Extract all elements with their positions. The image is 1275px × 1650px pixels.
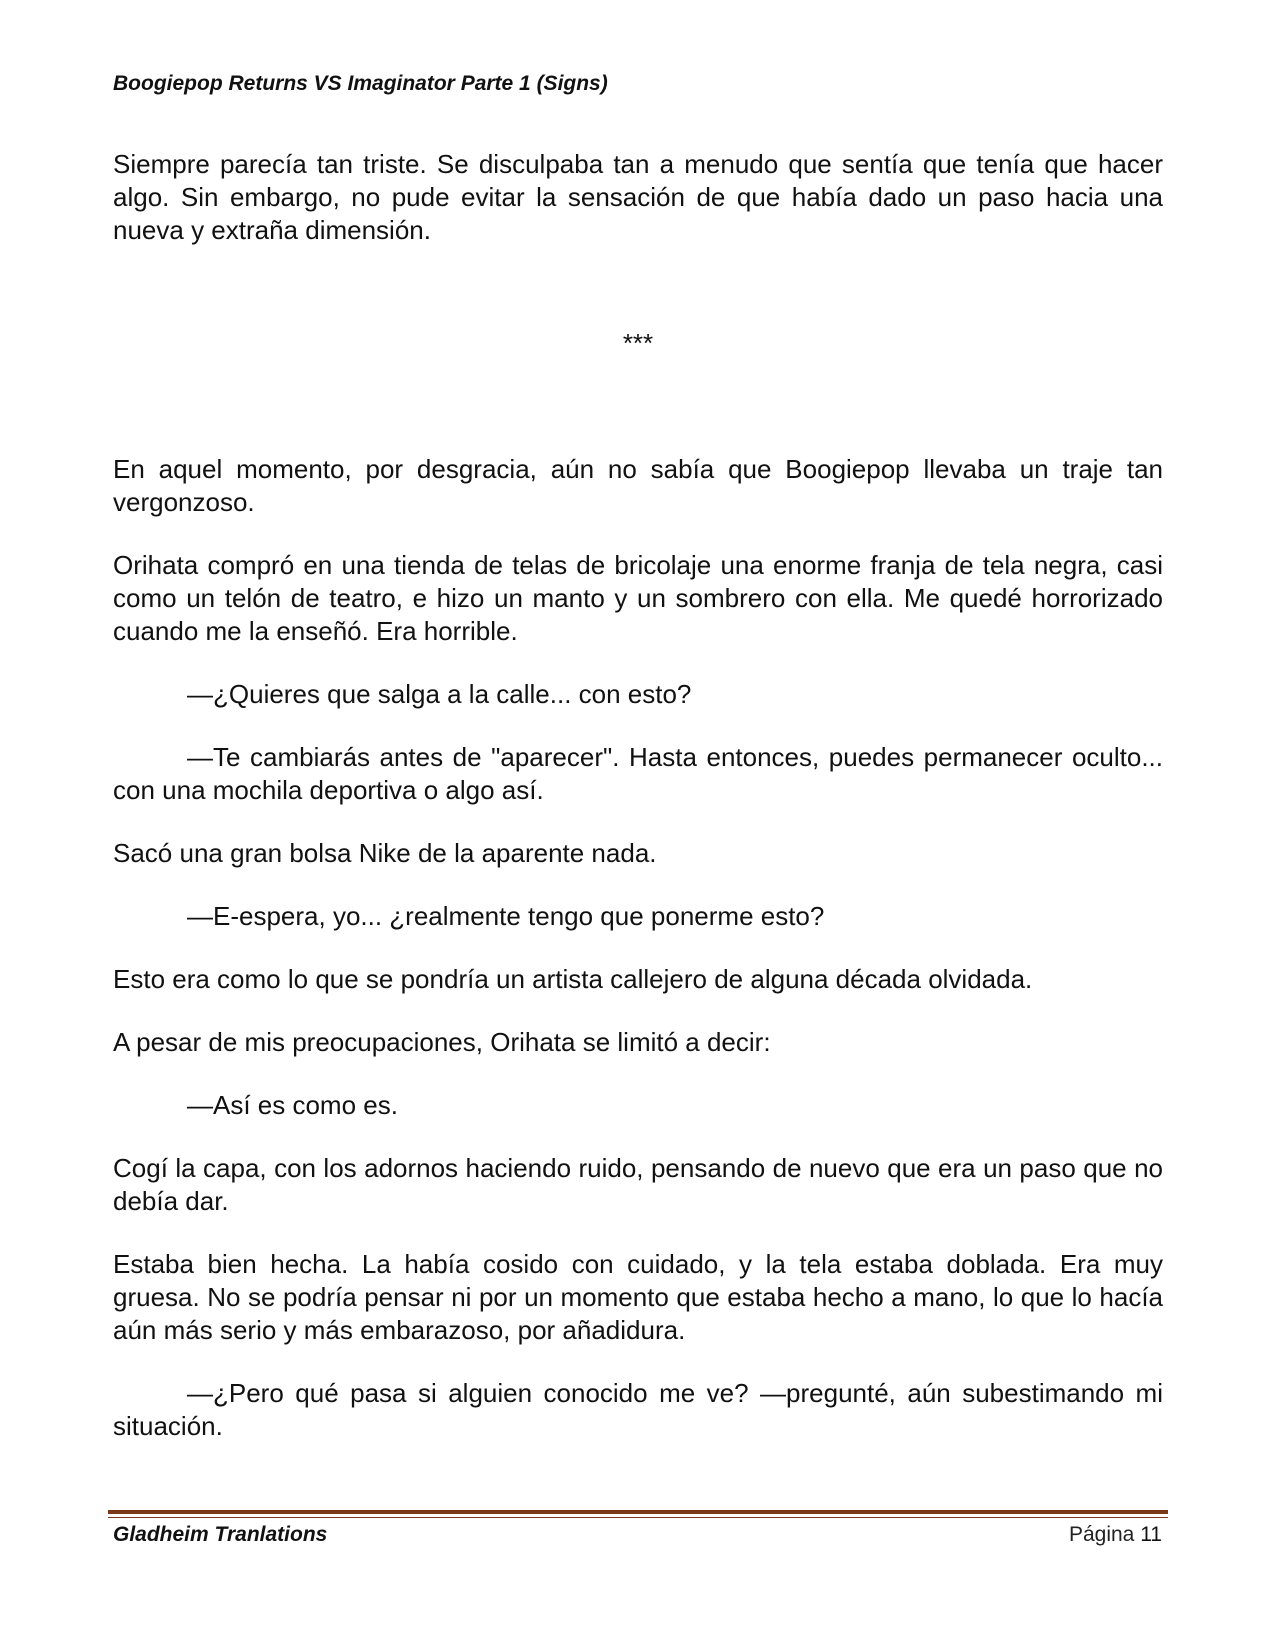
page-body: [113, 148, 1163, 1443]
paragraph-2: En aquel momento, por desgracia, aún no sabía que Boogiepop llevaba un traje tan vergonzoso.: [113, 454, 1163, 517]
dialogue-2: —Te cambiarás antes de "aparecer". Hasta entonces, puedes permanecer oculto... con una mochila deportiva o algo así.: [113, 742, 1163, 805]
dialogue-4: —Así es como es.: [187, 1090, 398, 1120]
footer-credit: Gladheim Tranlations: [113, 1523, 328, 1546]
page-number: 11: [1140, 1523, 1162, 1546]
footer-rule-thin: [108, 1517, 1168, 1518]
dialogue-3: —E-espera, yo... ¿realmente tengo que ponerme esto?: [187, 901, 825, 931]
dialogue-5: —¿Pero qué pasa si alguien conocido me ve? —pregunté, aún subestimando mi situación.: [113, 1378, 1163, 1441]
paragraph-4: Sacó una gran bolsa Nike de la aparente nada.: [113, 838, 657, 868]
dialogue-1: —¿Quieres que salga a la calle... con esto?: [187, 679, 692, 709]
section-separator: ***: [622, 328, 654, 358]
paragraph-5: Esto era como lo que se pondría un artista callejero de alguna década olvidada.: [113, 964, 1033, 994]
page-label: Página: [1068, 1523, 1135, 1546]
paragraph-6: A pesar de mis preocupaciones, Orihata se limitó a decir:: [113, 1027, 771, 1057]
paragraph-3: Orihata compró en una tienda de telas de bricolaje una enorme franja de tela negra, casi como un telón de teatro, e hizo un manto y un sombrero con ella. Me quedé horrorizado cuando me la enseñó. Era horrible.: [113, 550, 1163, 646]
footer-rule-thick: [108, 1510, 1168, 1514]
page-number-block: [1069, 1523, 1162, 1547]
paragraph-8: Estaba bien hecha. La había cosido con cuidado, y la tela estaba doblada. Era muy gruesa. No se podría pensar ni por un momento que estaba hecho a mano, lo que lo hacía aún más serio y más embarazoso, por añadidura.: [113, 1249, 1163, 1345]
paragraph-1: Siempre parecía tan triste. Se disculpaba tan a menudo que sentía que tenía que hacer algo. Sin embargo, no pude evitar la sensación de que había dado un paso hacia una nueva y extraña dimensión.: [113, 149, 1163, 245]
page-header-title: Boogiepop Returns VS Imaginator Parte 1 (Signs): [113, 72, 608, 95]
paragraph-7: Cogí la capa, con los adornos haciendo ruido, pensando de nuevo que era un paso que no debía dar.: [113, 1153, 1163, 1216]
